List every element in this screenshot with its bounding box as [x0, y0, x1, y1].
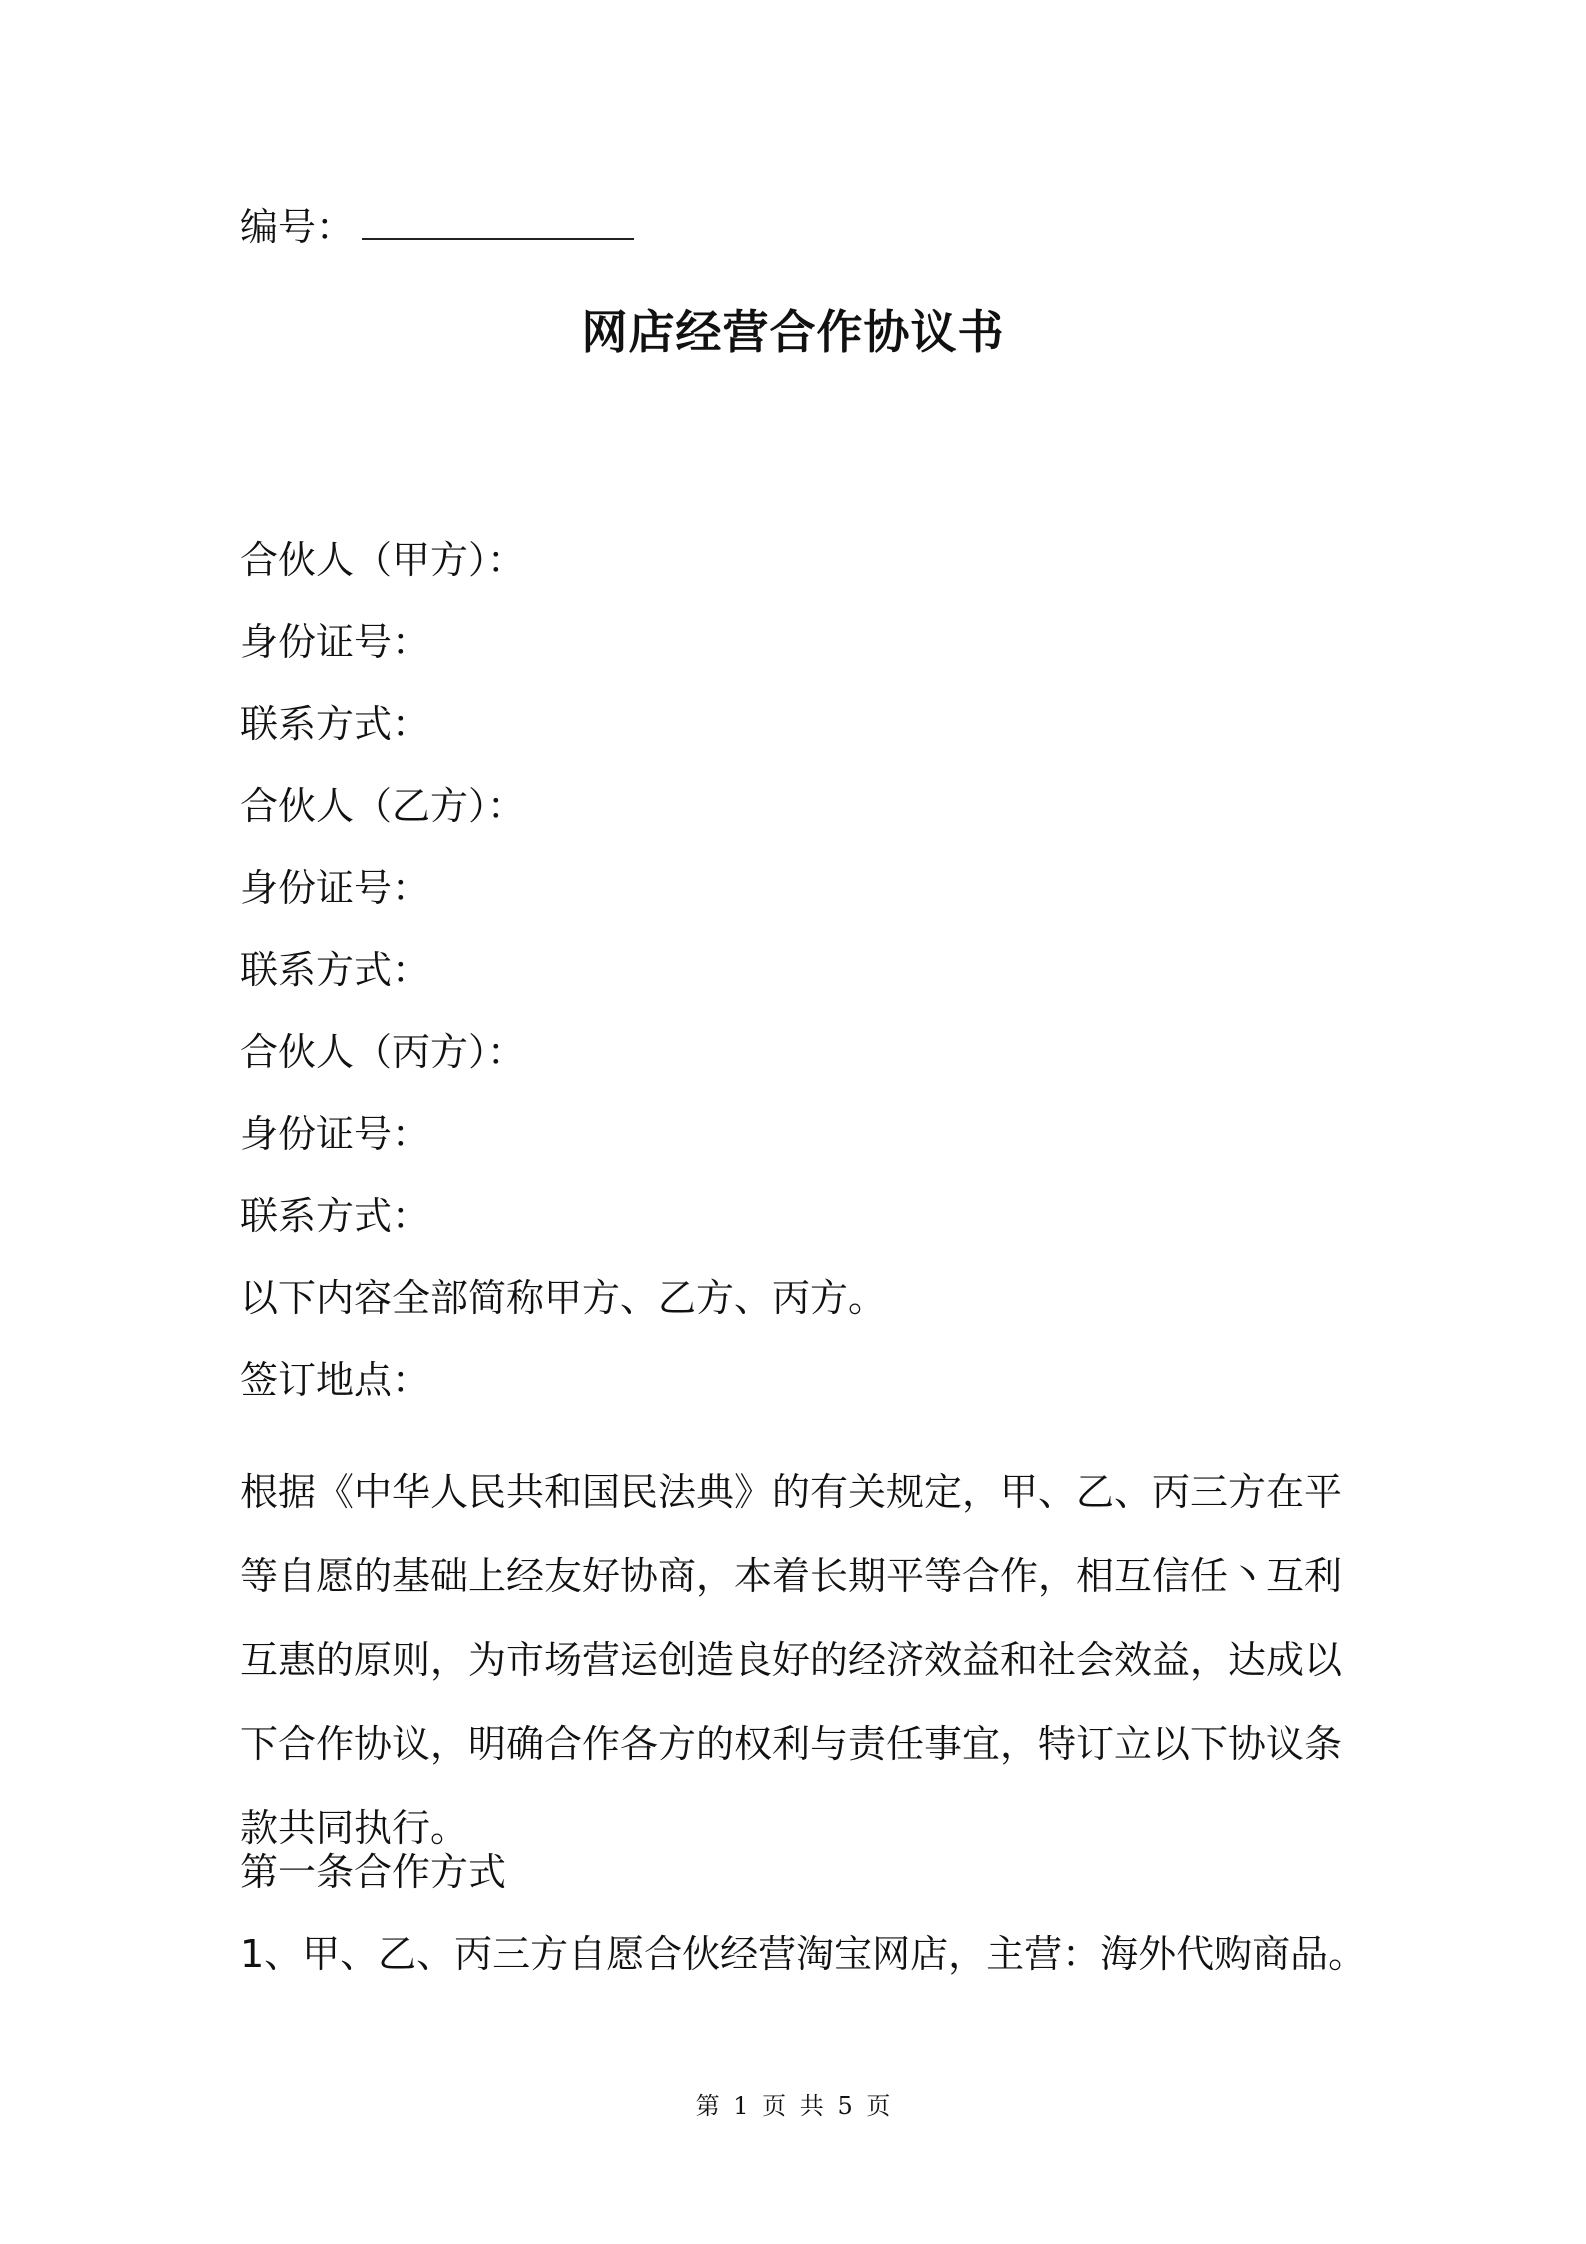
party-a-label: 合伙人（甲方）：	[240, 538, 526, 582]
document-title: 网店经营合作协议书	[581, 305, 1005, 359]
party-c-contact-label: 联系方式：	[240, 1194, 431, 1238]
party-a-id-label: 身份证号：	[240, 620, 431, 664]
abbreviation-note: 以下内容全部简称甲方、乙方、丙方。	[240, 1276, 887, 1320]
clause-1: 1、甲、乙、丙三方自愿合伙经营淘宝网店，主营：海外代购商品。	[240, 1932, 1367, 1976]
party-b-contact-label: 联系方式：	[240, 948, 431, 992]
section-heading: 第一条合作方式	[240, 1850, 507, 1894]
page-footer: 第 1 页 共 5 页	[695, 2092, 891, 2120]
signing-location-label: 签订地点：	[240, 1358, 431, 1402]
party-b-label: 合伙人（乙方）：	[240, 784, 526, 828]
party-c-label: 合伙人（丙方）：	[240, 1030, 526, 1074]
party-c-id-label: 身份证号：	[240, 1112, 431, 1156]
party-a-contact-label: 联系方式：	[240, 702, 431, 746]
party-b-id-label: 身份证号：	[240, 866, 431, 910]
preamble-paragraph: 根据《中华人民共和国民法典》的有关规定，甲、乙、丙三方在平等自愿的基础上经友好协商，本着长期平等合作，相互信任丶互利互惠的原则，为市场营运创造良好的经济效益和社会效益，达成以下合作协议，明确合作各方的权利与责任事宜，特订立以下协议条款共同执行。	[240, 1470, 1343, 1850]
serial-number-field	[240, 198, 634, 256]
serial-number-blank	[362, 204, 634, 240]
serial-number-label: 编号：	[240, 205, 355, 249]
